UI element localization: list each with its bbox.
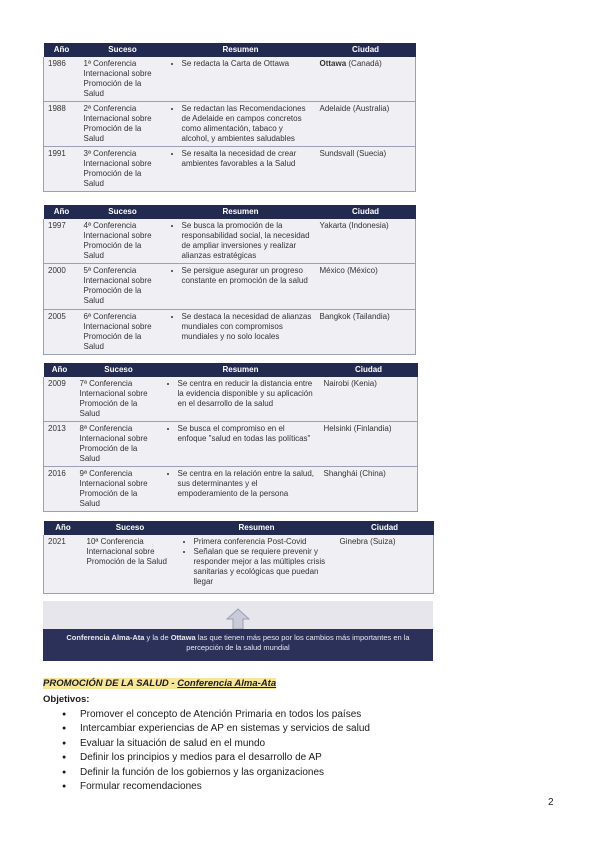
city-cell <box>316 310 416 355</box>
table-row <box>44 422 418 467</box>
summary-cell <box>162 377 320 422</box>
year-cell: 1986 <box>44 57 80 102</box>
year-cell: 2000 <box>44 264 80 310</box>
conference-table <box>43 521 434 594</box>
summary-item: • Se busca el compromiso en el enfoque "salud en todas las políticas" <box>178 424 316 444</box>
event-cell: 2ª Conferencia Internacional sobre Promoción de la Salud <box>80 102 166 147</box>
city-text: Sundsvall (Suecia) <box>319 149 387 158</box>
city-cell <box>316 147 416 192</box>
city-cell <box>320 422 418 467</box>
summary-item: • Se destaca la necesidad de alianzas mundiales con compromisos mundiales y no solo locales <box>182 312 312 342</box>
banner-bold-1: Conferencia Alma-Ata <box>66 633 145 642</box>
header-event: Suceso <box>83 521 178 535</box>
event-cell: 10ª Conferencia Internacional sobre Promoción de la Salud <box>83 535 178 593</box>
summary-item: • Se busca la promoción de la responsabilidad social, la necesidad de ampliar inversiones y realizar alianzas estratégicas <box>182 221 312 261</box>
city-text: Yakarta (Indonesia) <box>319 221 389 230</box>
banner-arrow-area <box>43 601 433 629</box>
year-cell: 2021 <box>44 535 83 593</box>
city-text: Nairobi (Kenia) <box>323 379 377 388</box>
summary-cell <box>162 422 320 467</box>
summary-cell <box>166 57 316 102</box>
city-cell <box>320 467 418 512</box>
objective-item: ● Intercambiar experiencias de AP en sistemas y servicios de salud <box>62 722 370 736</box>
city-cell <box>336 535 434 593</box>
city-text: Bangkok (Tailandia) <box>319 312 390 321</box>
banner-mid: y la de <box>144 633 171 642</box>
summary-cell <box>166 310 316 355</box>
table-row <box>44 264 416 310</box>
summary-item: • Se persigue asegurar un progreso constante en promoción de la salud <box>182 266 312 286</box>
header-event: Suceso <box>80 43 166 57</box>
header-summary: Resumen <box>166 205 316 219</box>
page-number: 2 <box>548 797 554 808</box>
event-cell: 8ª Conferencia Internacional sobre Promoción de la Salud <box>76 422 162 467</box>
summary-item: • Se redactan las Recomendaciones de Adelaide en campos concretos como alimentación, tabaco y alcohol, y ambientes saludables <box>182 104 312 144</box>
summary-cell <box>178 535 336 593</box>
header-year: Año <box>44 205 80 219</box>
table-row <box>44 219 416 264</box>
header-summary: Resumen <box>162 363 320 377</box>
city-cell <box>316 219 416 264</box>
objective-item: ● Formular recomendaciones <box>62 780 370 794</box>
summary-item: • Primera conferencia Post-Covid <box>194 537 332 547</box>
conference-table <box>43 205 416 355</box>
summary-cell <box>162 467 320 512</box>
summary-item: • Se centra en reducir la distancia entre la evidencia disponible y su aplicación en el desarrollo de la salud <box>178 379 316 409</box>
conference-table <box>43 43 416 192</box>
summary-cell <box>166 264 316 310</box>
banner-text <box>43 629 433 661</box>
event-cell: 4ª Conferencia Internacional sobre Promoción de la Salud <box>80 219 166 264</box>
table-row <box>44 535 434 593</box>
summary-item: • Se centra en la relación entre la salud, sus determinantes y el empoderamiento de la persona <box>178 469 316 499</box>
objectives-list <box>62 708 370 794</box>
banner-rest: las que tienen más peso por los cambios más importantes en la percepción de la salud mundial <box>186 633 410 652</box>
objective-item: ● Evaluar la situación de salud en el mundo <box>62 737 370 751</box>
year-cell: 2013 <box>44 422 76 467</box>
city-cell <box>320 377 418 422</box>
city-text: (Canadá) <box>346 59 382 68</box>
city-cell <box>316 102 416 147</box>
section-title-link: Conferencia Alma-Ata <box>177 678 277 689</box>
header-summary: Resumen <box>166 43 316 57</box>
event-cell: 1ª Conferencia Internacional sobre Promoción de la Salud <box>80 57 166 102</box>
section-title-prefix: PROMOCIÓN DE LA SALUD - <box>43 678 178 689</box>
event-cell: 7ª Conferencia Internacional sobre Promoción de la Salud <box>76 377 162 422</box>
table-row <box>44 467 418 512</box>
header-year: Año <box>44 43 80 57</box>
table-row <box>44 310 416 355</box>
header-city: Ciudad <box>316 205 416 219</box>
city-cell <box>316 57 416 102</box>
table-row <box>44 102 416 147</box>
header-city: Ciudad <box>316 43 416 57</box>
year-cell: 1988 <box>44 102 80 147</box>
city-bold: Ottawa <box>319 59 347 68</box>
event-cell: 3ª Conferencia Internacional sobre Promoción de la Salud <box>80 147 166 192</box>
year-cell: 1997 <box>44 219 80 264</box>
year-cell: 1991 <box>44 147 80 192</box>
year-cell: 2005 <box>44 310 80 355</box>
table-row <box>44 147 416 192</box>
objective-item: ● Definir la función de los gobiernos y las organizaciones <box>62 766 370 780</box>
table-row <box>44 57 416 102</box>
objective-item: ● Promover el concepto de Atención Primaria en todos los países <box>62 708 370 722</box>
event-cell: 5ª Conferencia Internacional sobre Promoción de la Salud <box>80 264 166 310</box>
header-year: Año <box>44 363 76 377</box>
city-text: Adelaide (Australia) <box>319 104 390 113</box>
summary-cell <box>166 219 316 264</box>
summary-cell <box>166 102 316 147</box>
city-text: México (México) <box>319 266 378 275</box>
header-event: Suceso <box>80 205 166 219</box>
summary-cell <box>166 147 316 192</box>
event-cell: 6ª Conferencia Internacional sobre Promoción de la Salud <box>80 310 166 355</box>
city-cell <box>316 264 416 310</box>
table-row <box>44 377 418 422</box>
conference-table <box>43 363 418 512</box>
summary-item: • Señalan que se requiere prevenir y responder mejor a las múltiples crisis sanitarias y ecológicas que puedan llegar <box>194 547 332 587</box>
section-title <box>43 678 276 689</box>
header-summary: Resumen <box>178 521 336 535</box>
header-event: Suceso <box>76 363 162 377</box>
header-city: Ciudad <box>336 521 434 535</box>
city-text: Ginebra (Suiza) <box>339 537 396 546</box>
header-city: Ciudad <box>320 363 418 377</box>
objectives-label: Objetivos: <box>43 694 90 705</box>
event-cell: 9ª Conferencia Internacional sobre Promoción de la Salud <box>76 467 162 512</box>
year-cell: 2009 <box>44 377 76 422</box>
summary-item: • Se resalta la necesidad de crear ambientes favorables a la Salud <box>182 149 312 169</box>
summary-item: • Se redacta la Carta de Ottawa <box>182 59 312 69</box>
year-cell: 2016 <box>44 467 76 512</box>
banner-bold-2: Ottawa <box>170 633 196 642</box>
header-year: Año <box>44 521 83 535</box>
up-arrow-icon <box>226 608 250 630</box>
city-text: Shanghái (China) <box>323 469 386 478</box>
objective-item: ● Definir los principios y medios para el desarrollo de AP <box>62 751 370 765</box>
city-text: Helsinki (Finlandia) <box>323 424 392 433</box>
summary-banner <box>43 601 433 661</box>
